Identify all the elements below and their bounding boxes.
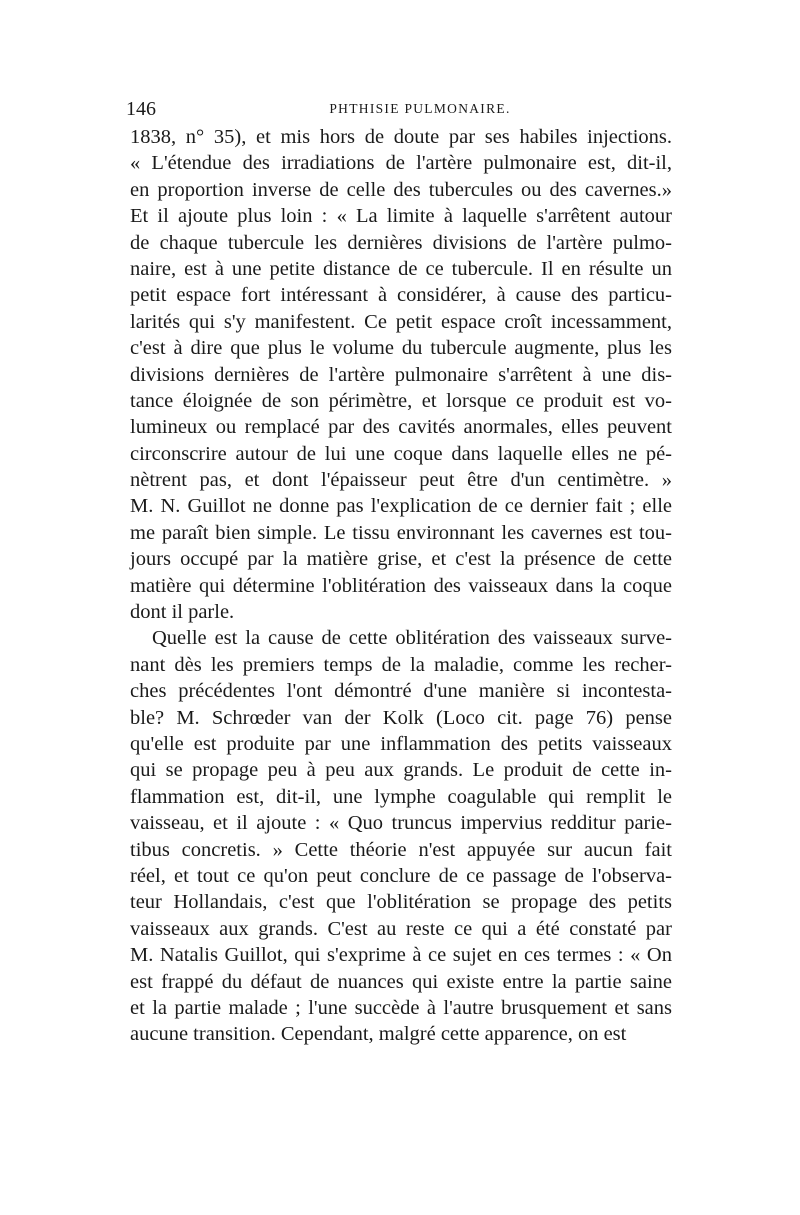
text-line: vaisseaux aux grands. C'est au reste ce qui a été constaté par <box>130 917 672 940</box>
text-line: et la partie malade ; l'une succède à l'autre brusquement et sans <box>130 996 672 1019</box>
text-line: « L'étendue des irradiations de l'artère pulmonaire est, dit-il, <box>130 152 672 175</box>
text-line: dont il parle. <box>130 601 235 624</box>
text-line: nant dès les premiers temps de la maladie, comme les recher- <box>130 653 672 676</box>
text-line: 1838, n° 35), et mis hors de doute par ses habiles injections. <box>130 126 672 148</box>
text-line: Quelle est la cause de cette oblitération des vaisseaux surve- <box>152 627 672 650</box>
text-line: de chaque tubercule les dernières divisions de l'artère pulmo- <box>130 231 672 254</box>
running-title: PHTHISIE PULMONAIRE. <box>329 101 511 116</box>
text-line: ble? M. Schrœder van der Kolk (Loco cit. page 76) pense <box>130 706 672 729</box>
text-line: circonscrire autour de lui une coque dans laquelle elles ne pé- <box>130 442 672 465</box>
text-line: réel, et tout ce qu'on peut conclure de ce passage de l'observa- <box>130 864 672 887</box>
text-line: nètrent pas, et dont l'épaisseur peut être d'un centimètre. » <box>130 469 672 492</box>
text-line: petit espace fort intéressant à considérer, à cause des particu- <box>130 284 672 307</box>
text-line: Et il ajoute plus loin : « La limite à laquelle s'arrêtent autour <box>130 205 672 228</box>
page-number: 146 <box>126 98 156 120</box>
page-header <box>126 96 674 122</box>
text-line: aucune transition. Cependant, malgré cette apparence, on est <box>130 1023 627 1046</box>
text-line: matière qui détermine l'oblitération des vaisseaux dans la coque <box>130 574 672 597</box>
text-line: qu'elle est produite par une inflammation des petits vaisseaux <box>130 732 672 755</box>
text-line: jours occupé par la matière grise, et c'est la présence de cette <box>130 548 672 571</box>
text-line: divisions dernières de l'artère pulmonaire s'arrêtent à une dis- <box>130 363 672 386</box>
paragraph <box>130 124 672 625</box>
text-line: me paraît bien simple. Le tissu environnant les cavernes est tou- <box>130 521 672 544</box>
text-line: est frappé du défaut de nuances qui existe entre la partie saine <box>130 970 672 993</box>
body-text <box>130 124 672 1048</box>
text-line: teur Hollandais, c'est que l'oblitération se propage des petits <box>130 891 672 914</box>
paragraph <box>130 625 672 1047</box>
text-line: qui se propage peu à peu aux grands. Le produit de cette in- <box>130 759 672 782</box>
text-line: M. Natalis Guillot, qui s'exprime à ce sujet en ces termes : « On <box>130 944 672 967</box>
text-line: naire, est à une petite distance de ce tubercule. Il en résulte un <box>130 257 672 280</box>
text-line: c'est à dire que plus le volume du tubercule augmente, plus les <box>130 337 672 360</box>
text-line: larités qui s'y manifestent. Ce petit espace croît incessamment, <box>130 310 672 333</box>
text-line: vaisseau, et il ajoute : « Quo truncus impervius redditur parie- <box>130 812 672 835</box>
text-line: tance éloignée de son périmètre, et lorsque ce produit est vo- <box>130 389 672 412</box>
text-line: M. N. Guillot ne donne pas l'explication de ce dernier fait ; elle <box>130 495 672 518</box>
text-line: lumineux ou remplacé par des cavités anormales, elles peuvent <box>130 416 672 439</box>
text-line: ches précédentes l'ont démontré d'une manière si incontesta- <box>130 680 672 703</box>
text-line: en proportion inverse de celle des tubercules ou des cavernes.» <box>130 178 672 201</box>
text-line: flammation est, dit-il, une lymphe coagulable qui remplit le <box>130 785 672 808</box>
text-line: tibus concretis. » Cette théorie n'est appuyée sur aucun fait <box>130 838 672 861</box>
